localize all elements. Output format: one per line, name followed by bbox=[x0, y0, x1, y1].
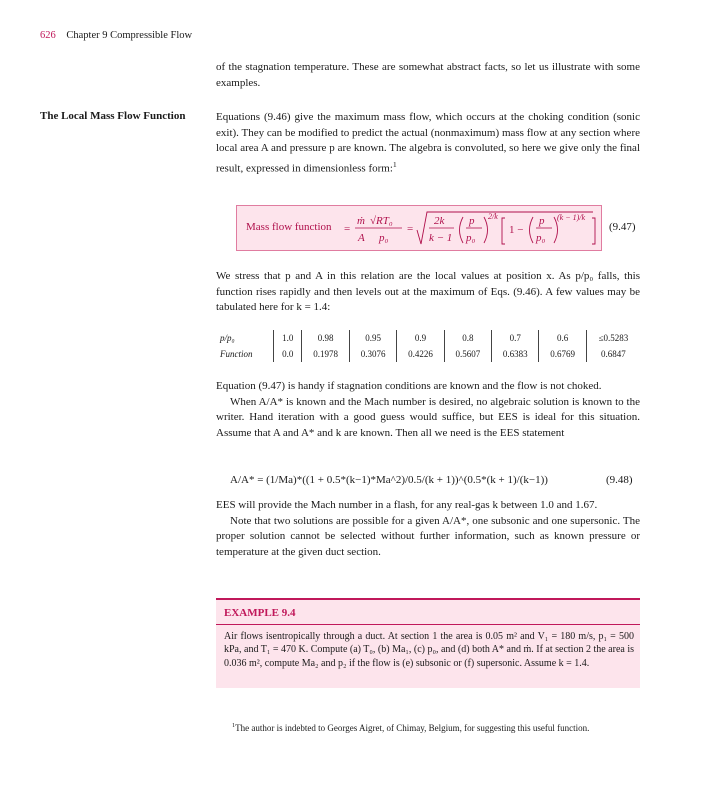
eq-p-b: p bbox=[539, 215, 545, 227]
table-cell: 1.0 bbox=[274, 330, 302, 346]
table-cell: 0.6847 bbox=[601, 349, 626, 359]
table-cell: 0.6769 bbox=[539, 346, 586, 362]
chapter-title: Chapter 9 Compressible Flow bbox=[66, 30, 193, 41]
section-paragraph: Equations (9.46) give the maximum mass flow, which occurs at the choking condition (sonic exit). They can be modified to predict the actual (nonmaximum) mass flow at any section where local area A and pressure p are known. The algebra is convoluted, so here we give only the final result, expressed in dimensionless form:$^1$ bbox=[216, 111, 640, 175]
table-cell: 0.9 bbox=[397, 330, 444, 346]
ees-statement: A/A* = (1/Ma)*((1 + 0.5*(k−1)*Ma^2)/0.5/(k + 1))^(0.5*(k + 1)/(k−1)) bbox=[230, 474, 548, 486]
paragraph-947: Equation (9.47) is handy if stagnation conditions are known and the flow is not choked. bbox=[216, 380, 602, 392]
equation-box bbox=[236, 205, 602, 251]
eq-p0: p₀ bbox=[379, 232, 389, 244]
table-cell: 0.95 bbox=[349, 330, 396, 346]
example-text: Air flows isentropically through a duct. At section 1 the area is 0.05 m² and V₁ = 180 m/s, p₁ = 500 kPa, and T₁ = 470 K. Compute (a) T₀, (b) Ma₁, (c) p₀, and (d) both A* and ṁ. If at section 2 the area is 0.036 m², compute Ma₂ and p₂ if the flow is (e) subsonic or (f) supersonic. Assume k = 1.4. bbox=[224, 631, 634, 669]
table-cell: 0.6 bbox=[539, 330, 586, 346]
paragraph-when: When A/A* is known and the Mach number is desired, no algebraic solution is known to the writer. Hand iteration with a good guess would suffice, but EES is ideal for this situation. Assume that A and A* and k are known. Then all we need is the EES statement bbox=[216, 395, 640, 439]
table-row bbox=[216, 330, 640, 346]
eq-exp-2: (k − 1)/k bbox=[557, 213, 586, 222]
body-section-2 bbox=[216, 379, 640, 441]
table-cell: 0.0 bbox=[274, 346, 302, 362]
table-cell: 0.8 bbox=[444, 330, 491, 346]
table-cell: 0.98 bbox=[302, 330, 349, 346]
eq-exp-1: 2/k bbox=[488, 212, 498, 221]
eq-p0-b: p₀ bbox=[466, 232, 476, 244]
ees-equation-number: (9.48) bbox=[606, 474, 633, 486]
mass-flow-equation bbox=[237, 206, 601, 250]
intro-paragraph: of the stagnation temperature. These are somewhat abstract facts, so let us illustrate with some examples. bbox=[216, 61, 640, 89]
eq-one-minus: 1 − bbox=[509, 224, 524, 236]
running-header bbox=[40, 30, 192, 41]
table-cell: 0.1978 bbox=[302, 346, 349, 362]
footnote bbox=[232, 722, 589, 733]
footnote-mark: 1 bbox=[392, 159, 397, 169]
table-row-label: Function bbox=[216, 346, 274, 362]
example-title: EXAMPLE 9.4 bbox=[224, 607, 296, 619]
eq-sqrt-rt0: √RT₀ bbox=[370, 215, 393, 227]
eq-2k: 2k bbox=[434, 215, 445, 227]
table-cell: ≤0.5283 bbox=[598, 333, 629, 343]
body-section-3 bbox=[216, 498, 640, 560]
table-cell: 0.6383 bbox=[492, 346, 539, 362]
equation-label: Mass flow function bbox=[246, 221, 332, 233]
section-heading: The Local Mass Flow Function bbox=[40, 110, 186, 122]
stress-paragraph: We stress that p and A in this relation are the local values at position x. As p/p₀ falls, this function rises rapidly and then levels out at the maximum of Eqs. (9.46). A few values may be tabulated here for k = 1.4: bbox=[216, 270, 640, 314]
footnote-number: 1 bbox=[232, 722, 236, 729]
equation-number: (9.47) bbox=[609, 221, 636, 233]
eq-p0-c: p₀ bbox=[536, 232, 546, 244]
paragraph-note: Note that two solutions are possible for a given A/A*, one subsonic and one supersonic. The proper solution cannot be selected without further information, such as known pressure or temperature at the given duct section. bbox=[216, 514, 640, 558]
example-box bbox=[216, 598, 640, 688]
example-divider bbox=[216, 624, 640, 625]
eq-sign-1: = bbox=[344, 223, 351, 235]
footnote-text: The author is indebted to Georges Aigret, of Chimay, Belgium, for suggesting this useful function. bbox=[235, 723, 590, 733]
paragraph-ees: EES will provide the Mach number in a flash, for any real-gas k between 1.0 and 1.67. bbox=[216, 499, 598, 511]
values-table bbox=[216, 330, 640, 362]
table-cell: 0.4226 bbox=[397, 346, 444, 362]
page-number: 626 bbox=[40, 30, 56, 41]
eq-p: p bbox=[469, 215, 475, 227]
eq-k-minus-1: k − 1 bbox=[429, 232, 453, 244]
table-cell: 0.5607 bbox=[444, 346, 491, 362]
eq-mdot: ṁ bbox=[357, 215, 365, 227]
eq-sign-2: = bbox=[407, 223, 414, 235]
table-row bbox=[216, 346, 640, 362]
eq-area: A bbox=[358, 232, 365, 244]
table-cell: 0.3076 bbox=[349, 346, 396, 362]
table-cell: 0.7 bbox=[492, 330, 539, 346]
table-row-label: p/p₀ bbox=[216, 330, 274, 346]
